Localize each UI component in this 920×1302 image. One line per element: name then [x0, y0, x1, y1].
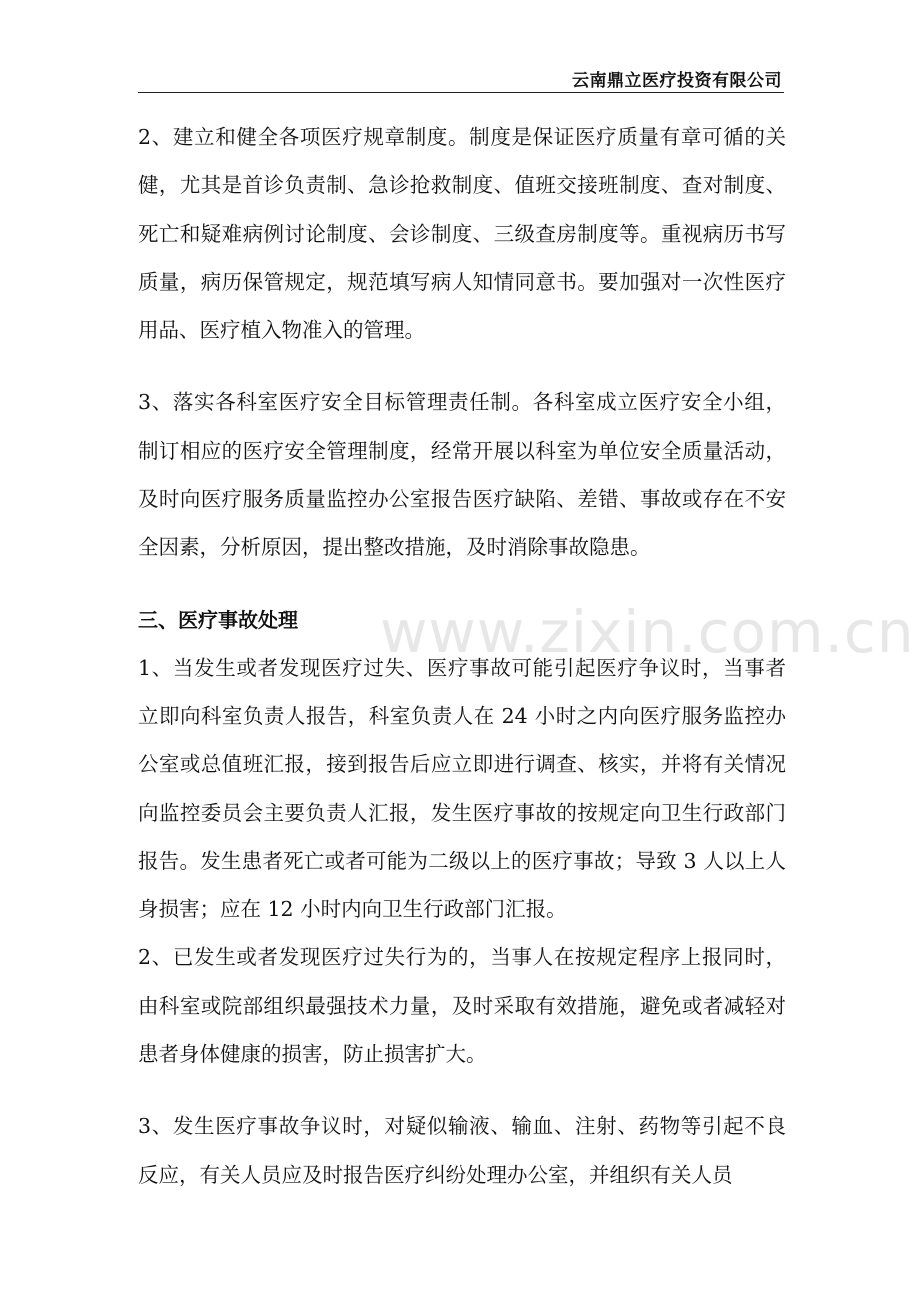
accident-item-2: 2、已发生或者发现医疗过失行为的，当事人在按规定程序上报同时，由科室或院部组织最强技术力量，及时采取有效措施，避免或者减轻对患者身体健康的损害，防止损害扩大。: [138, 945, 786, 1067]
accident-item-3: 3、发生医疗事故争议时，对疑似输液、输血、注射、药物等引起不良反应，有关人员应及时报告医疗纠纷处理办公室，并组织有关人员: [138, 1114, 786, 1187]
section-heading-3: 三、医疗事故处理: [138, 607, 298, 632]
document-body: [138, 113, 786, 1199]
paragraph-item-2: 2、建立和健全各项医疗规章制度。制度是保证医疗质量有章可循的关健，尤其是首诊负责制、急诊抢救制度、值班交接班制度、查对制度、死亡和疑难病例讨论制度、会诊制度、三级查房制度等。重视病历书写质量，病历保管规定，规范填写病人知情同意书。要加强对一次性医疗用品、医疗植入物准入的管理。: [138, 125, 786, 343]
accident-item-1: 1、当发生或者发现医疗过失、医疗事故可能引起医疗争议时，当事者立即向科室负责人报告，科室负责人在 24 小时之内向医疗服务监控办公室或总值班汇报，接到报告后应立即进行调查、核实，并将有关情况向监控委员会主要负责人汇报，发生医疗事故的按规定向卫生行政部门报告。发生患者死亡或者可能为二级以上的医疗事故；导致 3 人以上人身损害；应在 12 小时内向卫生行政部门汇报。: [138, 655, 786, 922]
page-header: [138, 62, 784, 93]
paragraph-item-3: 3、落实各科室医疗安全目标管理责任制。各科室成立医疗安全小组，制订相应的医疗安全管理制度，经常开展以科室为单位安全质量活动，及时向医疗服务质量监控办公室报告医疗缺陷、差错、事故或存在不安全因素，分析原因，提出整改措施，及时消除事故隐患。: [138, 390, 786, 560]
company-name: 云南鼎立医疗投资有限公司: [572, 71, 782, 91]
watermark: www.zixin.com.cn: [380, 598, 915, 666]
